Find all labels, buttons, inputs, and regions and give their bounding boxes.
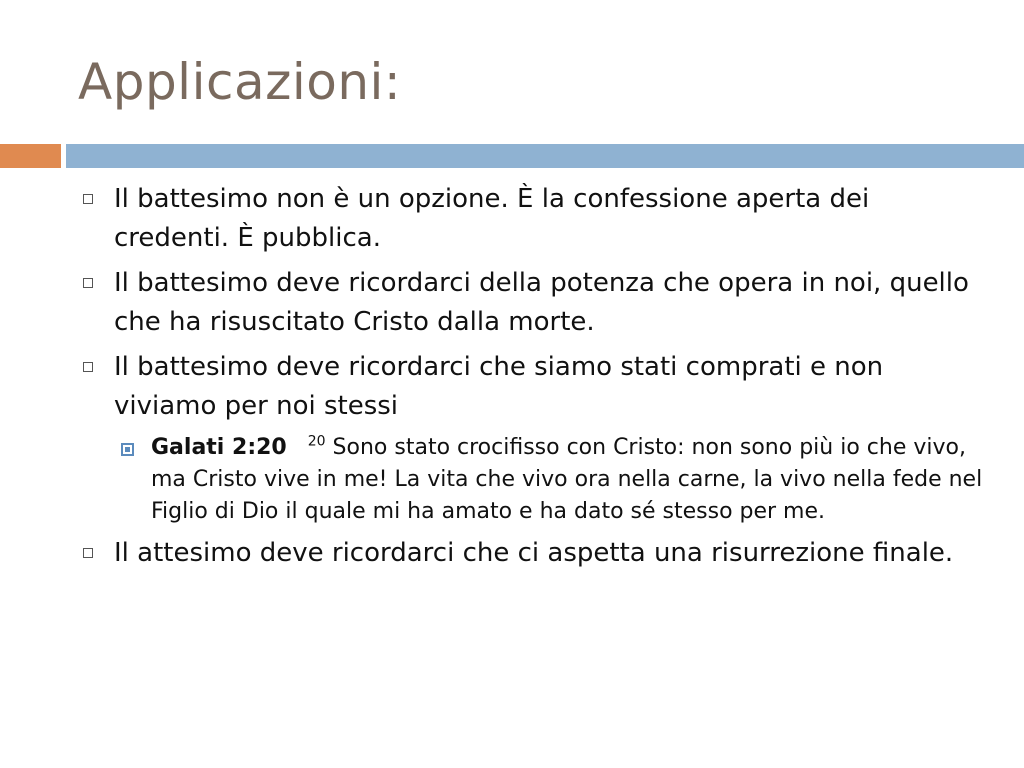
square-bullet-icon [83, 194, 93, 204]
bullet-text: Il attesimo deve ricordarci che ci aspetta una risurrezione finale. [114, 538, 954, 568]
filled-square-bullet-icon [121, 443, 134, 456]
square-bullet-icon [83, 548, 93, 558]
bullet-item [76, 180, 986, 258]
bullet-item [76, 264, 986, 342]
bullet-item [76, 348, 986, 426]
accent-bar-orange [0, 144, 61, 168]
square-bullet-icon [83, 362, 93, 372]
verse-text: Sono stato crocifisso con Cristo: non sono più io che vivo, ma Cristo vive in me! La vita che vivo ora nella carne, la vivo nella fede nel Figlio di Dio il quale mi ha amato e ha dato sé stesso per me. [151, 435, 983, 524]
accent-bar-blue [66, 144, 1024, 168]
bullet-text: Il battesimo deve ricordarci che siamo stati comprati e non viviamo per noi stessi [114, 352, 884, 421]
bullet-list [76, 180, 986, 579]
bullet-text: Il battesimo deve ricordarci della potenza che opera in noi, quello che ha risuscitato Cristo dalla morte. [114, 268, 969, 337]
bullet-item [76, 534, 986, 573]
slide-title: Applicazioni: [78, 53, 402, 111]
bullet-text: Il battesimo non è un opzione. È la confessione aperta dei credenti. È pubblica. [114, 184, 870, 253]
verse-number: 20 [307, 433, 326, 450]
scripture-reference: Galati 2:20 [151, 435, 287, 460]
sub-bullet-item [151, 432, 986, 528]
square-bullet-icon [83, 278, 93, 288]
